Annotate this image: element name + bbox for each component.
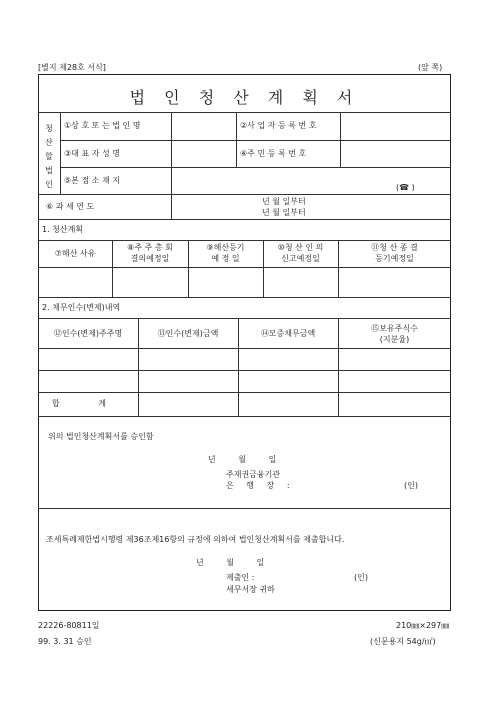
submit-recipient: 세무서장 귀하 <box>226 585 275 594</box>
form-code: 22226-80811일 <box>38 621 100 630</box>
divider <box>60 112 61 194</box>
tax-year-label: ⑥ 과 세 연 도 <box>46 202 95 211</box>
submit-text: 조세특례제한법시행령 제36조제16항의 규정에 의하여 법인청산계획서를 제출합니다. <box>46 535 345 544</box>
debt-col-guarantee: ⑭모증채무금액 <box>260 329 316 338</box>
debt-col-shares: ⑮보유주식수 <box>371 324 418 333</box>
approval-org: 주재권금융기관 <box>226 470 281 479</box>
divider <box>38 194 451 195</box>
page-side: (앞 쪽) <box>418 63 443 72</box>
representative-label: ③대 표 자 성 명 <box>64 149 120 158</box>
tax-year-period-start: 년 월 일부터 <box>262 197 306 206</box>
divider <box>38 318 451 319</box>
approval-seal: (인) <box>404 481 418 490</box>
plan-col-dissolution: ⑨해산등기 <box>206 243 245 252</box>
approval-date-footer: 99. 3. 31 승인 <box>38 637 92 646</box>
form-number: [별지 제28호 서식] <box>38 63 106 72</box>
plan-col-meeting: ⑧주 주 총 회 <box>127 243 173 252</box>
divider <box>171 112 172 194</box>
divider <box>38 297 451 298</box>
divider <box>60 167 451 168</box>
debt-col-shareholder: ⑫인수(변제)주주명 <box>53 329 123 338</box>
submit-date: 년 월 일 <box>196 558 265 567</box>
resident-reg-no-label: ④주 민 등 록 번 호 <box>240 149 307 158</box>
head-office-label: ⑤본 점 소 재 지 <box>64 176 120 185</box>
divider <box>171 194 172 219</box>
divider <box>236 112 237 167</box>
divider <box>38 370 451 371</box>
company-name-label: ①상 호 또 는 법 인 명 <box>64 121 141 130</box>
divider <box>38 267 451 268</box>
divider <box>38 240 451 241</box>
debt-col-shares-2: (지분율) <box>379 335 410 344</box>
divider <box>38 392 451 393</box>
tax-year-period-end: 년 월 일부터 <box>262 208 306 217</box>
divider <box>38 112 451 113</box>
paper-type: (신문용지 54g/㎡) <box>370 637 436 646</box>
business-reg-no-label: ②사 업 자 등 록 번 호 <box>240 121 317 130</box>
divider <box>38 219 451 220</box>
plan-col-liquidator-2: 신고예정일 <box>281 254 320 263</box>
divider <box>340 112 341 167</box>
approval-bank-head: 은 행 장 : <box>226 481 290 490</box>
approval-text: 위의 법인청산계획서를 승인함 <box>48 432 154 441</box>
plan-col-reason: ⑦해산 사유 <box>54 249 96 258</box>
page-title: 법 인 청 산 계 획 서 <box>129 88 360 107</box>
plan-col-liquidator: ⑩청 산 인 의 <box>277 243 324 252</box>
divider <box>60 140 451 141</box>
approval-date: 년 월 일 <box>208 455 277 464</box>
debt-heading: 2. 채무인수(변제)내역 <box>42 303 121 312</box>
phone-field: (☎ ) <box>396 183 415 192</box>
submit-seal: (인) <box>354 573 368 582</box>
paper-size: 210㎜×297㎜ <box>396 621 450 630</box>
divider <box>38 508 451 509</box>
submitter-label: 제출인 : <box>226 573 255 582</box>
plan-heading: 1. 청산계획 <box>42 225 84 234</box>
debt-col-amount: ⑬인수(변제)금액 <box>157 329 219 338</box>
divider <box>38 416 451 417</box>
plan-col-completion: ⑪청 산 종 결 <box>371 243 418 252</box>
applicant-side-label: 청산할법인 <box>45 124 53 189</box>
plan-col-completion-2: 등기예정일 <box>375 254 414 263</box>
divider <box>38 348 451 349</box>
plan-col-dissolution-2: 예 정 일 <box>211 254 240 263</box>
total-label: 합 계 <box>52 399 124 408</box>
plan-col-meeting-2: 결의예정일 <box>130 254 170 263</box>
